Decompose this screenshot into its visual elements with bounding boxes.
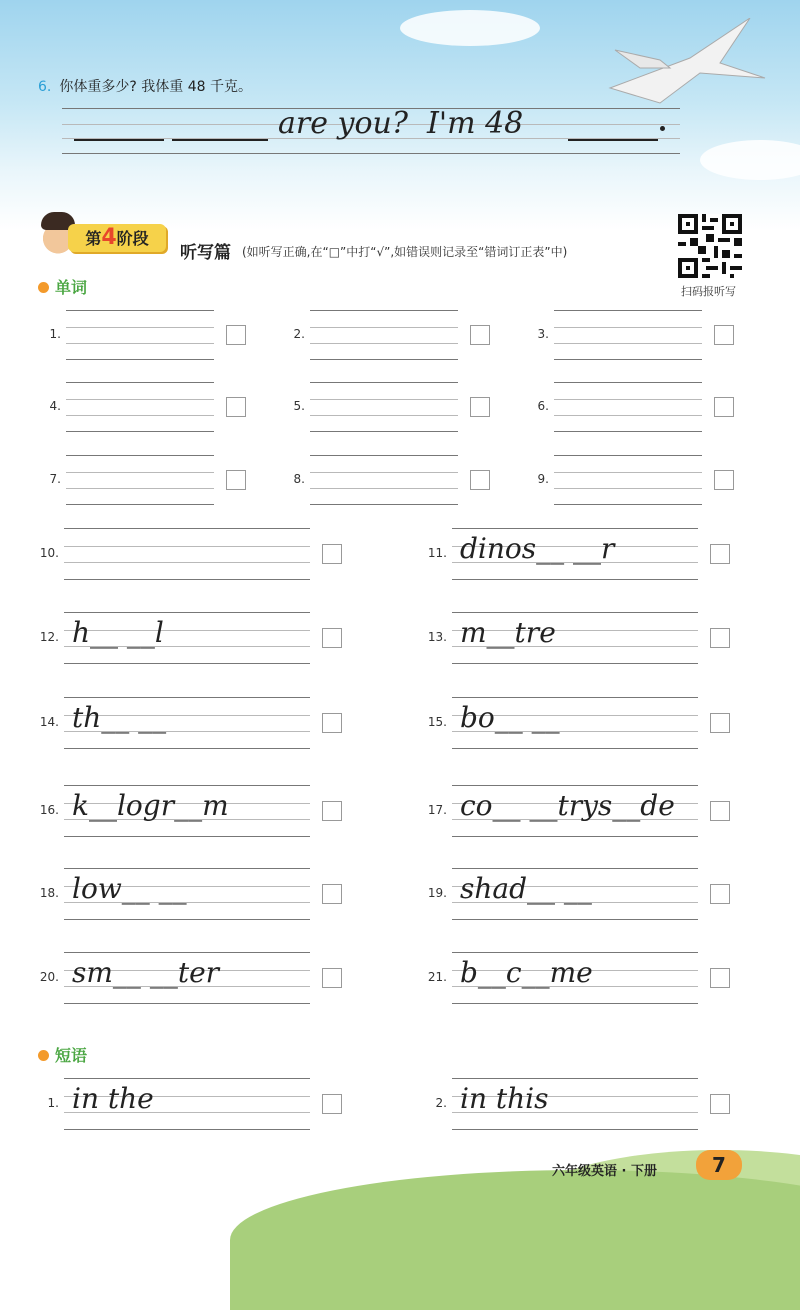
writing-lines[interactable] [64,528,310,580]
handwritten-hint: in this [460,1082,549,1115]
qr-code[interactable] [678,214,742,278]
blank-line [172,117,268,141]
check-box[interactable] [710,968,730,988]
item-number: 16. [39,803,59,817]
writing-lines[interactable] [554,382,702,432]
check-box[interactable] [714,397,734,417]
stage-badge [38,212,166,256]
question-number: 6. [38,79,52,95]
blank-line [568,117,658,141]
handwritten-hint: bo__ __ [460,701,560,734]
section-title-text: 短语 [55,1046,88,1065]
blank-line [74,117,164,141]
stage-prefix: 第 [85,229,102,248]
answer-handwriting: are you? I'm 48 [278,106,524,141]
item-number: 3. [537,327,549,341]
handwritten-hint: shad__ __ [460,872,592,905]
item-number: 14. [39,715,59,729]
item-number: 1. [47,1096,59,1110]
writing-lines[interactable] [66,455,214,505]
writing-lines[interactable] [310,310,458,360]
item-number: 20. [39,970,59,984]
check-box[interactable] [714,470,734,490]
book-title: 六年级英语 · 下册 [552,1164,657,1179]
item-number: 2. [293,327,305,341]
item-number: 9. [537,472,549,486]
check-box[interactable] [470,397,490,417]
question-prompt: 你体重多少? 我体重 48 千克。 [59,79,252,95]
page-number: 7 [696,1150,742,1180]
item-number: 18. [39,886,59,900]
check-box[interactable] [710,628,730,648]
handwritten-hint: in the [72,1082,154,1115]
item-number: 11. [427,546,447,560]
cloud [400,10,540,46]
item-number: 17. [427,803,447,817]
item-number: 15. [427,715,447,729]
item-number: 21. [427,970,447,984]
check-box[interactable] [226,397,246,417]
section-title-words [38,275,87,298]
writing-lines[interactable] [310,455,458,505]
check-box[interactable] [710,1094,730,1114]
stage-label [68,224,166,252]
dictation-title: 听写篇 [180,243,231,263]
item-number: 19. [427,886,447,900]
check-box[interactable] [322,801,342,821]
item-number: 4. [49,399,61,413]
stage-number: 4 [101,225,117,250]
writing-lines[interactable] [66,382,214,432]
item-number: 6. [537,399,549,413]
check-box[interactable] [710,713,730,733]
pterodactyl-illustration [600,18,770,108]
handwritten-hint: h__ __l [72,616,164,649]
period-mark [660,126,665,131]
item-number: 8. [293,472,305,486]
check-box[interactable] [322,544,342,564]
bullet-dot [38,282,49,293]
bullet-dot [38,1050,49,1061]
item-number: 1. [49,327,61,341]
check-box[interactable] [470,470,490,490]
handwritten-hint: co__ __trys__de [460,789,675,822]
check-box[interactable] [710,884,730,904]
handwritten-hint: m__tre [460,616,556,649]
handwritten-hint: sm__ __ter [72,956,220,989]
hill [230,1170,800,1310]
handwritten-hint: b__c__me [460,956,593,989]
question-6 [38,76,252,96]
check-box[interactable] [322,968,342,988]
section-title-phrases [38,1043,87,1066]
qr-label: 扫码报听写 [681,285,736,298]
check-box[interactable] [226,470,246,490]
item-number: 2. [435,1096,447,1110]
writing-lines[interactable] [66,310,214,360]
item-number: 13. [427,630,447,644]
writing-lines[interactable] [554,310,702,360]
check-box[interactable] [322,713,342,733]
item-number: 5. [293,399,305,413]
writing-lines[interactable] [554,455,702,505]
check-box[interactable] [322,628,342,648]
item-number: 7. [49,472,61,486]
check-box[interactable] [710,544,730,564]
check-box[interactable] [470,325,490,345]
dictation-note: (如听写正确,在“□”中打“√”,如错误则记录至“错词订正表”中) [242,245,568,259]
item-number: 12. [39,630,59,644]
handwritten-hint: dinos__ __r [460,532,615,565]
handwritten-hint: k__logr__m [72,789,229,822]
check-box[interactable] [226,325,246,345]
handwritten-hint: th__ __ [72,701,167,734]
section-title-text: 单词 [55,278,88,297]
stage-suffix: 阶段 [116,229,149,248]
item-number: 10. [39,546,59,560]
check-box[interactable] [714,325,734,345]
check-box[interactable] [322,1094,342,1114]
check-box[interactable] [710,801,730,821]
check-box[interactable] [322,884,342,904]
handwritten-hint: low__ __ [72,872,187,905]
writing-lines[interactable] [310,382,458,432]
